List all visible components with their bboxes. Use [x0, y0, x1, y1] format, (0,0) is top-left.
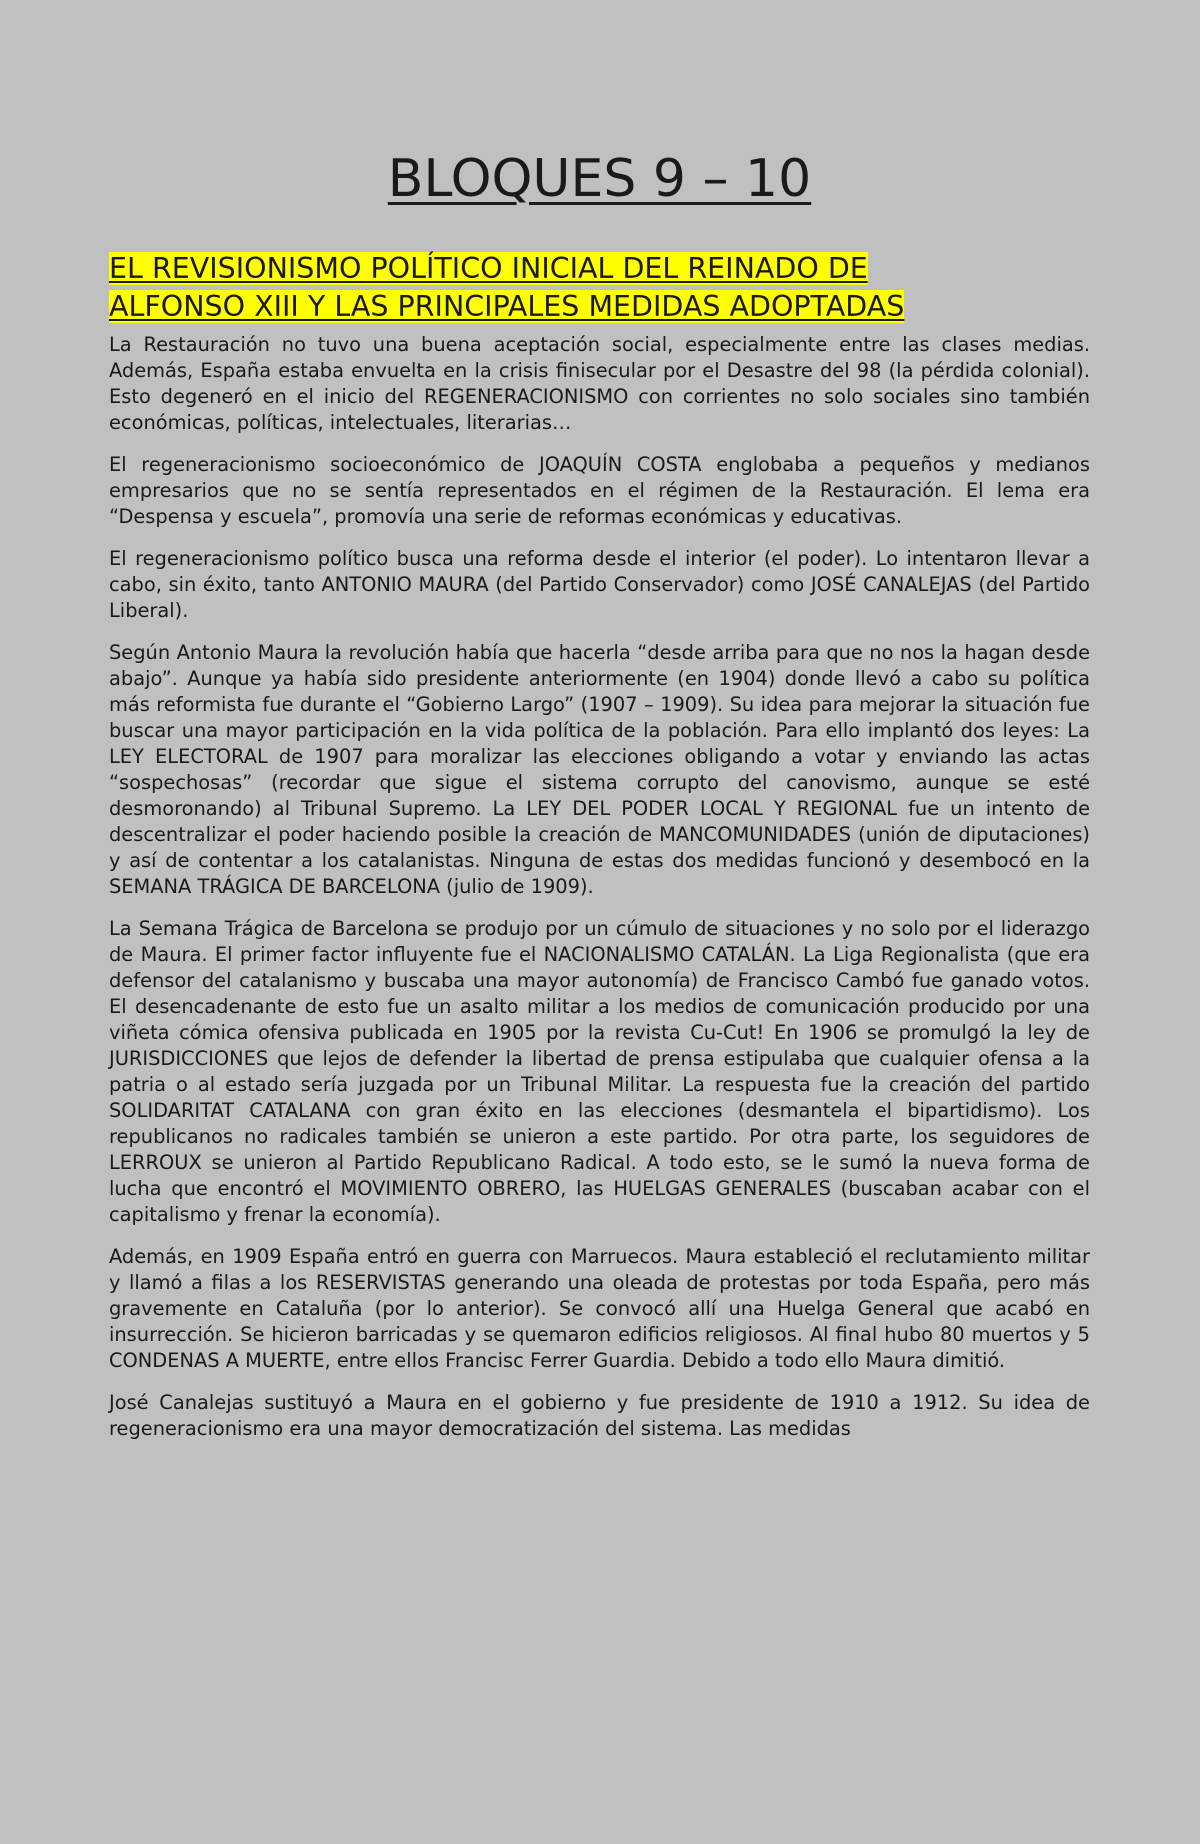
paragraph-joaquin-costa: El regeneracionismo socioeconómico de JOAQUÍN COSTA englobaba a pequeños y medianos empresarios que no se sentía representados en el régimen de la Restauración. El lema era “Despensa y escuela”, promovía una serie de reformas económicas y educativas. [109, 453, 1090, 528]
paragraph-restauracion: La Restauración no tuvo una buena aceptación social, especialmente entre las clases medias. Además, España estaba envuelta en la crisis finisecular por el Desastre del 98 (la pérdida colonial). Esto degeneró en el inicio del REGENERACIONISMO con corrientes no solo sociales sino también económicas, políticas, intelectuales, literarias… [109, 333, 1090, 434]
paragraph-regeneracionismo-politico: El regeneracionismo político busca una reforma desde el interior (el poder). Lo intentaron llevar a cabo, sin éxito, tanto ANTONIO MAURA (del Partido Conservador) como JOSÉ CANALEJAS (del Partido Liberal). [109, 547, 1090, 622]
section-heading-line-1: EL REVISIONISMO POLÍTICO INICIAL DEL REINADO DE [109, 252, 868, 285]
paragraph-semana-tragica: La Semana Trágica de Barcelona se produjo por un cúmulo de situaciones y no solo por el liderazgo de Maura. El primer factor influyente fue el NACIONALISMO CATALÁN. La Liga Regionalista (que era defensor del catalanismo y buscaba una mayor autonomía) de Francisco Cambó fue ganado votos. El desencadenante de esto fue un asalto militar a los medios de comunicación producido por una viñeta cómica ofensiva publicada en 1905 por la revista Cu-Cut! En 1906 se promulgó la ley de JURISDICCIONES que lejos de defender la libertad de prensa estipulaba que cualquier ofensa a la patria o al estado sería juzgada por un Tribunal Militar. La respuesta fue la creación del partido SOLIDARITAT CATALANA con gran éxito en las elecciones (desmantela el bipartidismo). Los republicanos no radicales también se unieron a este partido. Por otra parte, los seguidores de LERROUX se unieron al Partido Republicano Radical. A todo esto, se le sumó la nueva forma de lucha que encontró el MOVIMIENTO OBRERO, las HUELGAS GENERALES (buscaban acabar con el capitalismo y frenar la economía). [109, 917, 1090, 1226]
paragraph-marruecos: Además, en 1909 España entró en guerra con Marruecos. Maura estableció el reclutamiento militar y llamó a filas a los RESERVISTAS generando una oleada de protestas por toda España, pero más gravemente en Cataluña (por lo anterior). Se convocó allí una Huelga General que acabó en insurrección. Se hicieron barricadas y se quemaron edificios religiosos. Al final hubo 80 muertos y 5 CONDENAS A MUERTE, entre ellos Francisc Ferrer Guardia. Debido a todo ello Maura dimitió. [109, 1245, 1090, 1372]
paragraph-canalejas: José Canalejas sustituyó a Maura en el gobierno y fue presidente de 1910 a 1912. Su idea de regeneracionismo era una mayor democratización del sistema. Las medidas [109, 1391, 1090, 1440]
section-heading [109, 250, 1090, 326]
document-page [0, 148, 1200, 1844]
section-heading-line-2: ALFONSO XIII Y LAS PRINCIPALES MEDIDAS ADOPTADAS [109, 290, 905, 323]
document-title: BLOQUES 9 – 10 [387, 149, 812, 209]
paragraph-antonio-maura: Según Antonio Maura la revolución había que hacerla “desde arriba para que no nos la hagan desde abajo”. Aunque ya había sido presidente anteriormente (en 1904) donde llevó a cabo su política más reformista fue durante el “Gobierno Largo” (1907 – 1909). Su idea para mejorar la situación fue buscar una mayor participación en la vida política de la población. Para ello implantó dos leyes: La LEY ELECTORAL de 1907 para moralizar las elecciones obligando a votar y enviando las actas “sospechosas” (recordar que sigue el sistema corrupto del canovismo, aunque se esté desmoronando) al Tribunal Supremo. La LEY DEL PODER LOCAL Y REGIONAL fue un intento de descentralizar el poder haciendo posible la creación de MANCOMUNIDADES (unión de diputaciones) y así de contentar a los catalanistas. Ninguna de estas dos medidas funcionó y desembocó en la SEMANA TRÁGICA DE BARCELONA (julio de 1909). [109, 641, 1090, 898]
